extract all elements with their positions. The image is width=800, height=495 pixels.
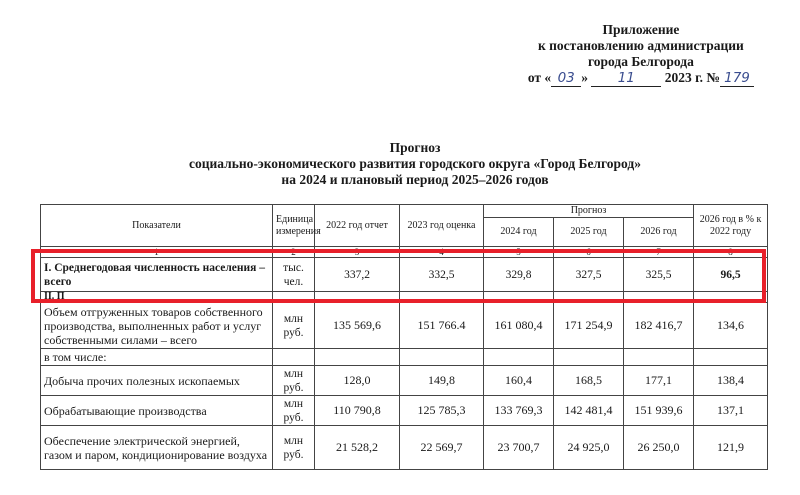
value-2022: 135 569,6 — [315, 303, 400, 349]
date-prefix: от « — [527, 70, 552, 85]
col-number: 6 — [554, 247, 624, 258]
header-row-top — [41, 205, 768, 218]
col-number: 8 — [694, 247, 768, 258]
col-number: 4 — [400, 247, 484, 258]
title-line-2: социально-экономического развития городского округа «Город Белгород» — [188, 156, 642, 171]
value-2026: 177,1 — [624, 366, 694, 396]
document-title — [150, 140, 680, 188]
row-unit: млн руб. — [273, 426, 315, 470]
title-line-1: Прогноз — [389, 140, 441, 155]
value-2024: 133 769,3 — [484, 396, 554, 426]
value-percent: 137,1 — [694, 396, 768, 426]
col-number: 2 — [273, 247, 315, 258]
appendix-dateline — [528, 70, 754, 87]
row-label: Обеспечение электрической энергией, газом и паром, кондиционирование воздуха — [41, 426, 273, 470]
value-percent: 96,5 — [694, 258, 768, 292]
row-label: Обрабатывающие производства — [41, 396, 273, 426]
resolution-number: 179 — [720, 70, 754, 87]
header-2023: 2023 год оценка — [400, 205, 484, 247]
forecast-table — [40, 204, 768, 470]
value-2023: 151 766.4 — [400, 303, 484, 349]
value-2024: 160,4 — [484, 366, 554, 396]
value-2024: 161 080,4 — [484, 303, 554, 349]
value-2023: 332,5 — [400, 258, 484, 292]
row-label: в том числе: — [41, 349, 273, 366]
value-2022: 110 790,8 — [315, 396, 400, 426]
value-2024: 23 700,7 — [484, 426, 554, 470]
row-unit: млн руб. — [273, 366, 315, 396]
value-2026: 182 416,7 — [624, 303, 694, 349]
column-number-row — [41, 247, 768, 258]
table-row-manufacturing — [41, 396, 768, 426]
header-2024: 2024 год — [484, 218, 554, 247]
value-percent: 138,4 — [694, 366, 768, 396]
table-row-section-2 — [41, 292, 768, 303]
value-2025: 168,5 — [554, 366, 624, 396]
row-label: I. Среднегодовая численность населения – всего — [41, 258, 273, 292]
value-percent: 121,9 — [694, 426, 768, 470]
row-label: Добыча прочих полезных ископаемых — [41, 366, 273, 396]
col-number: 5 — [484, 247, 554, 258]
title-line-3: на 2024 и плановый период 2025–2026 годов — [281, 172, 549, 187]
value-2022: 21 528,2 — [315, 426, 400, 470]
value-percent: 134,6 — [694, 303, 768, 349]
table-row-population — [41, 258, 768, 292]
header-indicators: Показатели — [41, 205, 273, 247]
header-2022: 2022 год отчет — [315, 205, 400, 247]
header-forecast: Прогноз — [484, 205, 694, 218]
header-2025: 2025 год — [554, 218, 624, 247]
value-2026: 26 250,0 — [624, 426, 694, 470]
value-2022: 128,0 — [315, 366, 400, 396]
row-unit: тыс. чел. — [273, 258, 315, 292]
date-month: 11 — [591, 70, 661, 87]
table-row-shipped-goods — [41, 303, 768, 349]
appendix-line-city: города Белгорода — [587, 54, 694, 69]
appendix-line-resolution: к постановлению администрации — [538, 38, 744, 53]
table-row-energy — [41, 426, 768, 470]
header-unit: Единица измерения — [273, 205, 315, 247]
col-number: 3 — [315, 247, 400, 258]
row-unit: млн руб. — [273, 303, 315, 349]
value-2025: 327,5 — [554, 258, 624, 292]
table-row-including — [41, 349, 768, 366]
row-label: Объем отгруженных товаров собственного производства, выполненных работ и услуг собственными силами – всего — [41, 303, 273, 349]
value-2026: 151 939,6 — [624, 396, 694, 426]
value-2023: 149,8 — [400, 366, 484, 396]
value-2023: 22 569,7 — [400, 426, 484, 470]
col-number: 7 — [624, 247, 694, 258]
value-2024: 329,8 — [484, 258, 554, 292]
row-label: II. П — [41, 292, 273, 303]
value-2023: 125 785,3 — [400, 396, 484, 426]
value-2025: 142 481,4 — [554, 396, 624, 426]
date-year: 2023 г. № — [664, 70, 720, 85]
table-row-mining — [41, 366, 768, 396]
date-mid: » — [581, 70, 588, 85]
value-2025: 171 254,9 — [554, 303, 624, 349]
date-day: 03 — [551, 70, 581, 87]
row-unit: млн руб. — [273, 396, 315, 426]
appendix-title: Приложение — [602, 22, 680, 37]
appendix-block — [528, 22, 754, 87]
value-2022: 337,2 — [315, 258, 400, 292]
header-2026: 2026 год — [624, 218, 694, 247]
col-number: 1 — [41, 247, 273, 258]
value-2026: 325,5 — [624, 258, 694, 292]
value-2025: 24 925,0 — [554, 426, 624, 470]
header-percent: 2026 год в % к 2022 году — [694, 205, 768, 247]
